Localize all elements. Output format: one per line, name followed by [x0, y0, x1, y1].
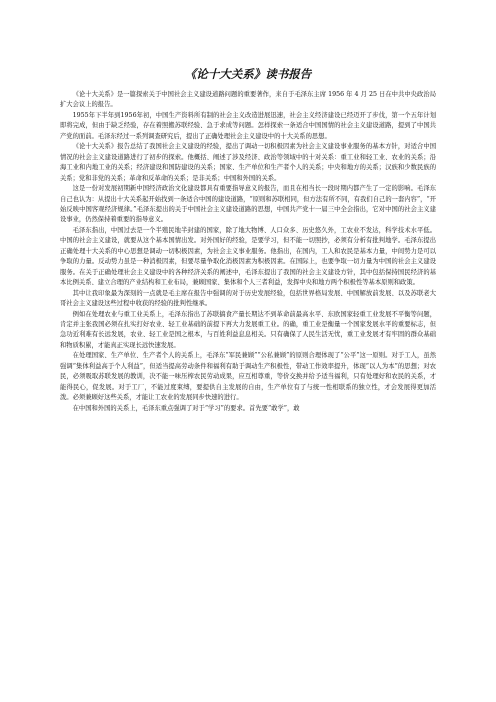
paragraph-state-producers: 在处理国家、生产单位、生产者个人的关系上，毛泽东“军民兼顾”“公私兼顾”的原则合理体现了“公平”这一原则。对于工人，虽然强调“集体利益高于个人利益”，但适当提高劳动条件和福利有助于调动生产积极性，带动工作效率提升，体现“以人为本”的思想；对农民，必须吸取苏联发展的教训，决不能一味压榨农民劳动成果，应互相尊重，等价交换并给予适当福利，只有处理好和农民的关系，才能得民心，促发展。对于工厂，不能过度束缚，要提供自主发展的自由，生产单位有了与统一性相联系的独立性，才会发展得更加活泼。必须兼顾好这些关系，才能让工农业的发展同步快速的进行。 — [60, 352, 436, 402]
paragraph-agriculture-industry: 例如在处理农业与重工业关系上，毛泽东指出了苏联搞食产量长期达不到革命前最高水平、东欧国家轻重工业发展不平衡等问题，肯定并主张我国必须在扎实打好农业、轻工业基础的前提下再大力发展重工业。的确，重工业是衡量一个国家发展水平的重要标志，但急功近利难有长远发展，农业、轻工业是国之根本，与百姓利益息息相关。只有确保了人民生活无忧，重工业发展才有牢固的群众基础和物质积累，才能真正实现长远快速发展。 — [60, 310, 436, 349]
paragraph-significance: 这是一份对发展初期新中国经济政治文化建设都具有重要指导意义的报告，而且在相当长一段时期内都产生了一定的影响。毛泽东自己也认为：从提出十大关系起开始找到一条适合中国的建设道路，“原则和苏联相同，但方法有所不同，有我们自己的一套内容”，“开始反映中国客观经济规律。”毛泽东提出的关于中国社会主义建设道路的思想，中国共产党十一届三中全会指出，它对中国的社会主义建设事业，仍然保持着重要的指导意义。 — [60, 185, 436, 224]
paragraph-ten-relations: 《论十大关系》报告总结了我国社会主义建设的经验，提出了调动一切积极因素为社会主义建设事业服务的基本方针，对适合中国情况的社会主义建设道路进行了初步的探索。他概括、阐述了涉及经济、政治等领域中的十对关系：重工业和轻工业、农业的关系；沿海工业和内地工业的关系；经济建设和国防建设的关系；国家、生产单位和生产者个人的关系；中央和地方的关系；汉族和少数民族的关系；党和非党的关系；革命和反革命的关系；是非关系；中国和外国的关系。 — [60, 143, 436, 182]
paragraph-intro: 《论十大关系》是一篇探索关于中国社会主义建设道路问题的重要著作，来自于毛泽东主席 1956 年 4 月 25 日在中共中央政治局扩大会议上的报告。 — [60, 91, 436, 109]
paragraph-impression: 其中让我印象最为深刻的一点就是毛主席在报告中强调的对于历史发展经验，包括世界格局发展、中国解放前发展、以及苏联老大哥社会主义建设这些过程中收获的经验的批判性继承。 — [60, 289, 436, 308]
paragraph-background: 1955年下半年到1956年初，中国生产资料所有制的社会主义改造进展迅速，社会主义经济建设已经迈开了步伐，第一个五年计划即将完成，但由于缺乏经验，存在着照搬苏联经验、急于求成等问题。怎样探索一条适合中国国情的社会主义建设道路，提到了中国共产党的面前。毛泽东经过一系列调查研究后，提出了正确处理社会主义建设中的十大关系的思想。 — [60, 111, 436, 140]
report-title: 《论十大关系》读书报告 — [184, 67, 312, 81]
paragraph-national-conditions: 毛泽东指出，中国过去是一个半殖民地半封建的国家，除了地大物博、人口众多、历史悠久外，工农业不发达，科学技术水平低。中国的社会主义建设，就要从这个基本国情出发。对外国好的经验，是要学习，但不能一切照抄，必须有分析有批判地学。毛泽东提出正确处理十大关系的中心思想是调动一切积极因素，为社会主义事业服务。他指出，在国内，工人和农民是基本力量，中间势力是可以争取的力量。反动势力虽是一种消极因素，但要尽量争取化消极因素为积极因素。在国际上，也要争取一切力量为中国的社会主义建设服务。在关于正确处理社会主义建设中的各种经济关系的阐述中，毛泽东提出了我国的社会主义建设方针，其中包括保持国民经济的基本比例关系、建立合理的产业结构和工业布局，兼顾国家、集体和个人三者利益，发挥中央和地方两个积极性等基本原则和政策。 — [60, 226, 436, 287]
report-body — [60, 90, 436, 414]
paragraph-china-foreign: 在中国和外国的关系上，毛泽东重点强调了对于“学习”的要求。首先要“敢学”，敢 — [72, 404, 300, 412]
